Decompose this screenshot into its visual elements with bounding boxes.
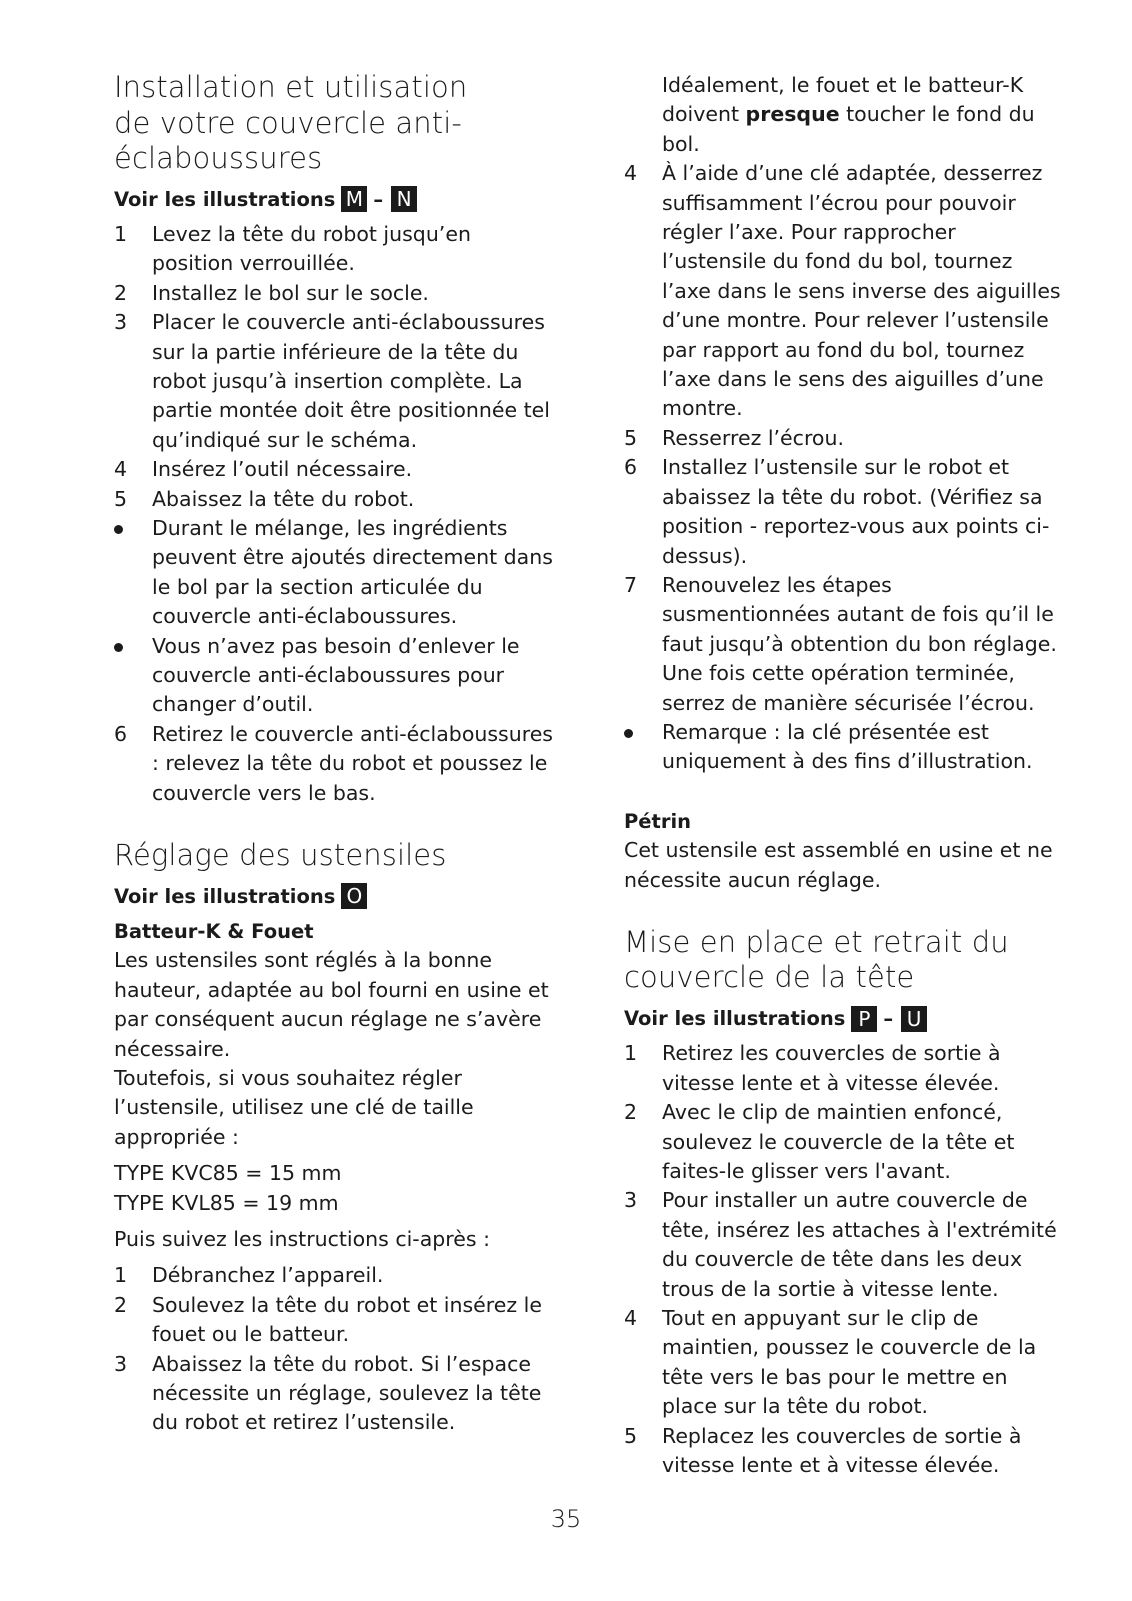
list-item: [114, 1291, 554, 1350]
step-text: Insérez l’outil nécessaire.: [152, 457, 413, 482]
paragraph: Les ustensiles sont réglés à la bonne hauteur, adaptée au bol fourni en usine et par conséquent aucun réglage ne s’avère nécessaire.: [114, 948, 549, 1061]
section-title-couvercle: Mise en place et retrait du couvercle de la tête: [624, 924, 1009, 995]
step-number: 2: [114, 1292, 128, 1317]
step-number: 4: [624, 161, 638, 186]
step-text: Tout en appuyant sur le clip de maintien, poussez le couvercle de la tête vers le bas pour le mettre en place sur la tête du robot.: [662, 1306, 1037, 1419]
illustration-badge-u: U: [901, 1006, 927, 1032]
type-spec: TYPE KVC85 = 15 mm: [114, 1161, 342, 1186]
list-item: [114, 1261, 554, 1290]
step-text: Abaissez la tête du robot.: [152, 486, 415, 511]
illustrations-label: Voir les illustrations: [624, 1006, 846, 1030]
step-text: Placer le couvercle anti-éclaboussures sur la partie inférieure de la tête du robot jusqu’à insertion complète. La partie montée doit être positionnée tel qu’indiqué sur le schéma.: [152, 310, 550, 452]
list-item: [624, 718, 1064, 777]
type-spec: TYPE KVL85 = 19 mm: [114, 1190, 339, 1215]
step-number: 2: [114, 280, 128, 305]
step-text: Débranchez l’appareil.: [152, 1263, 384, 1288]
subheading-petrin: Pétrin: [624, 809, 692, 833]
illustration-badge-n: N: [391, 186, 417, 212]
step-text: Soulevez la tête du robot et insérez le fouet ou le batteur.: [152, 1292, 542, 1347]
step-number: 1: [114, 1263, 128, 1288]
step-text: Renouvelez les étapes susmentionnées autant de fois qu’il le faut jusqu’à obtention du bon réglage. Une fois cette opération terminée, serrez de manière sécurisée l’écrou.: [662, 572, 1057, 715]
step-number: 1: [624, 1041, 638, 1066]
illustration-badge-m: M: [341, 186, 367, 212]
step-number: 2: [624, 1100, 638, 1125]
step-text: Installez l’ustensile sur le robot et abaissez la tête du robot. (Vérifiez sa position - reportez-vous aux points ci-dessus).: [662, 455, 1050, 568]
list-item: [624, 159, 1064, 424]
step-text: Retirez les couvercles de sortie à vitesse lente et à vitesse élevée.: [662, 1041, 1001, 1095]
step-number: 4: [114, 457, 128, 482]
list-item: [624, 424, 1064, 453]
bullet-icon: [624, 729, 633, 738]
cover-steps: [624, 1039, 1064, 1480]
list-item: [624, 571, 1064, 718]
left-column: [114, 70, 554, 1438]
illustrations-label: Voir les illustrations: [114, 187, 336, 211]
step-text: Avec le clip de maintien enfoncé, soulevez le couvercle de la tête et faites-le glisser vers l'avant.: [662, 1100, 1015, 1183]
step-text: Abaissez la tête du robot. Si l’espace nécessite un réglage, soulevez la tête du robot et retirez l’ustensile.: [152, 1351, 542, 1435]
list-item: [624, 453, 1064, 571]
step-number: 5: [624, 425, 638, 450]
right-column: [624, 71, 1064, 1480]
list-item: [114, 455, 554, 484]
list-item: [114, 279, 554, 308]
step-text: À l’aide d’une clé adaptée, desserrez suffisamment l’écrou pour pouvoir régler l’axe. Pour rapprocher l’ustensile du fond du bol, tournez l’axe dans le sens inverse des aiguilles d’une montre. Pour relever l’ustensile par rapport au fond du bol, tournez l’axe dans le sens des aiguilles d’une montre.: [662, 161, 1061, 421]
step-text: Resserrez l’écrou.: [662, 425, 844, 450]
step-number: 6: [114, 721, 128, 746]
paragraph: Toutefois, si vous souhaitez régler l’ustensile, utilisez une clé de taille appropriée :: [114, 1065, 474, 1149]
list-item: [624, 1098, 1064, 1186]
bullet-icon: [114, 643, 123, 652]
continuation-paragraph: Idéalement, le fouet et le batteur-K doivent presque toucher le fond du bol.: [662, 73, 1035, 156]
step-number: 7: [624, 572, 638, 597]
list-item: [114, 485, 554, 514]
step-text: Vous n’avez pas besoin d’enlever le couvercle anti-éclaboussures pour changer d’outil.: [152, 633, 520, 717]
step-number: 3: [624, 1188, 638, 1213]
adjustment-steps: [114, 1261, 554, 1437]
step-number: 3: [114, 1351, 128, 1376]
step-number: 4: [624, 1306, 638, 1331]
step-text: Remarque : la clé présentée est uniquement à des fins d’illustration.: [662, 719, 1033, 774]
illustration-range-dash: –: [373, 187, 384, 211]
list-item: [624, 1422, 1064, 1481]
list-item: [114, 220, 554, 279]
step-number: 3: [114, 310, 128, 335]
illustrations-reference: [114, 185, 554, 214]
section-title-reglage: Réglage des ustensiles: [114, 838, 447, 873]
illustration-range-dash: –: [883, 1006, 894, 1030]
step-text: Installez le bol sur le socle.: [152, 280, 429, 305]
list-item: [624, 1186, 1064, 1304]
list-item: [114, 632, 554, 720]
illustrations-reference: [624, 1004, 1064, 1033]
section-title-installation: Installation et utilisation de votre couvercle anti- éclaboussures: [114, 70, 468, 175]
illustration-badge-o: O: [341, 883, 367, 909]
step-text: Pour installer un autre couvercle de tête, insérez les attaches à l'extrémité du couvercle de tête dans les deux trous de la sortie à vitesse lente.: [662, 1188, 1057, 1301]
list-item: [114, 514, 554, 632]
paragraph: Cet ustensile est assemblé en usine et ne nécessite aucun réglage.: [624, 838, 1053, 892]
step-number: 5: [624, 1423, 638, 1448]
step-number: 6: [624, 455, 638, 480]
emphasis-text: presque: [745, 102, 840, 127]
subheading-batteur: Batteur-K & Fouet: [114, 919, 314, 943]
list-item: [114, 308, 554, 455]
installation-steps: [114, 220, 554, 808]
step-text: Retirez le couvercle anti-éclaboussures : relevez la tête du robot et poussez le couvercle vers le bas.: [152, 721, 553, 805]
paragraph: Puis suivez les instructions ci-après :: [114, 1227, 490, 1251]
list-item: [624, 1039, 1064, 1098]
step-number: 1: [114, 221, 128, 246]
list-item: [114, 720, 554, 808]
list-item: [114, 1350, 554, 1438]
adjustment-steps-continued: [624, 159, 1064, 777]
illustrations-label: Voir les illustrations: [114, 884, 336, 908]
page-number: 35: [550, 1505, 582, 1533]
step-number: 5: [114, 486, 128, 511]
step-text: Durant le mélange, les ingrédients peuvent être ajoutés directement dans le bol par la section articulée du couvercle anti-éclaboussures.: [152, 515, 553, 629]
step-text: Replacez les couvercles de sortie à vitesse lente et à vitesse élevée.: [662, 1423, 1022, 1478]
illustrations-reference: [114, 882, 554, 911]
step-text: Levez la tête du robot jusqu’en position verrouillée.: [152, 221, 471, 276]
list-item: [624, 1304, 1064, 1422]
bullet-icon: [114, 525, 123, 534]
illustration-badge-p: P: [851, 1006, 877, 1032]
